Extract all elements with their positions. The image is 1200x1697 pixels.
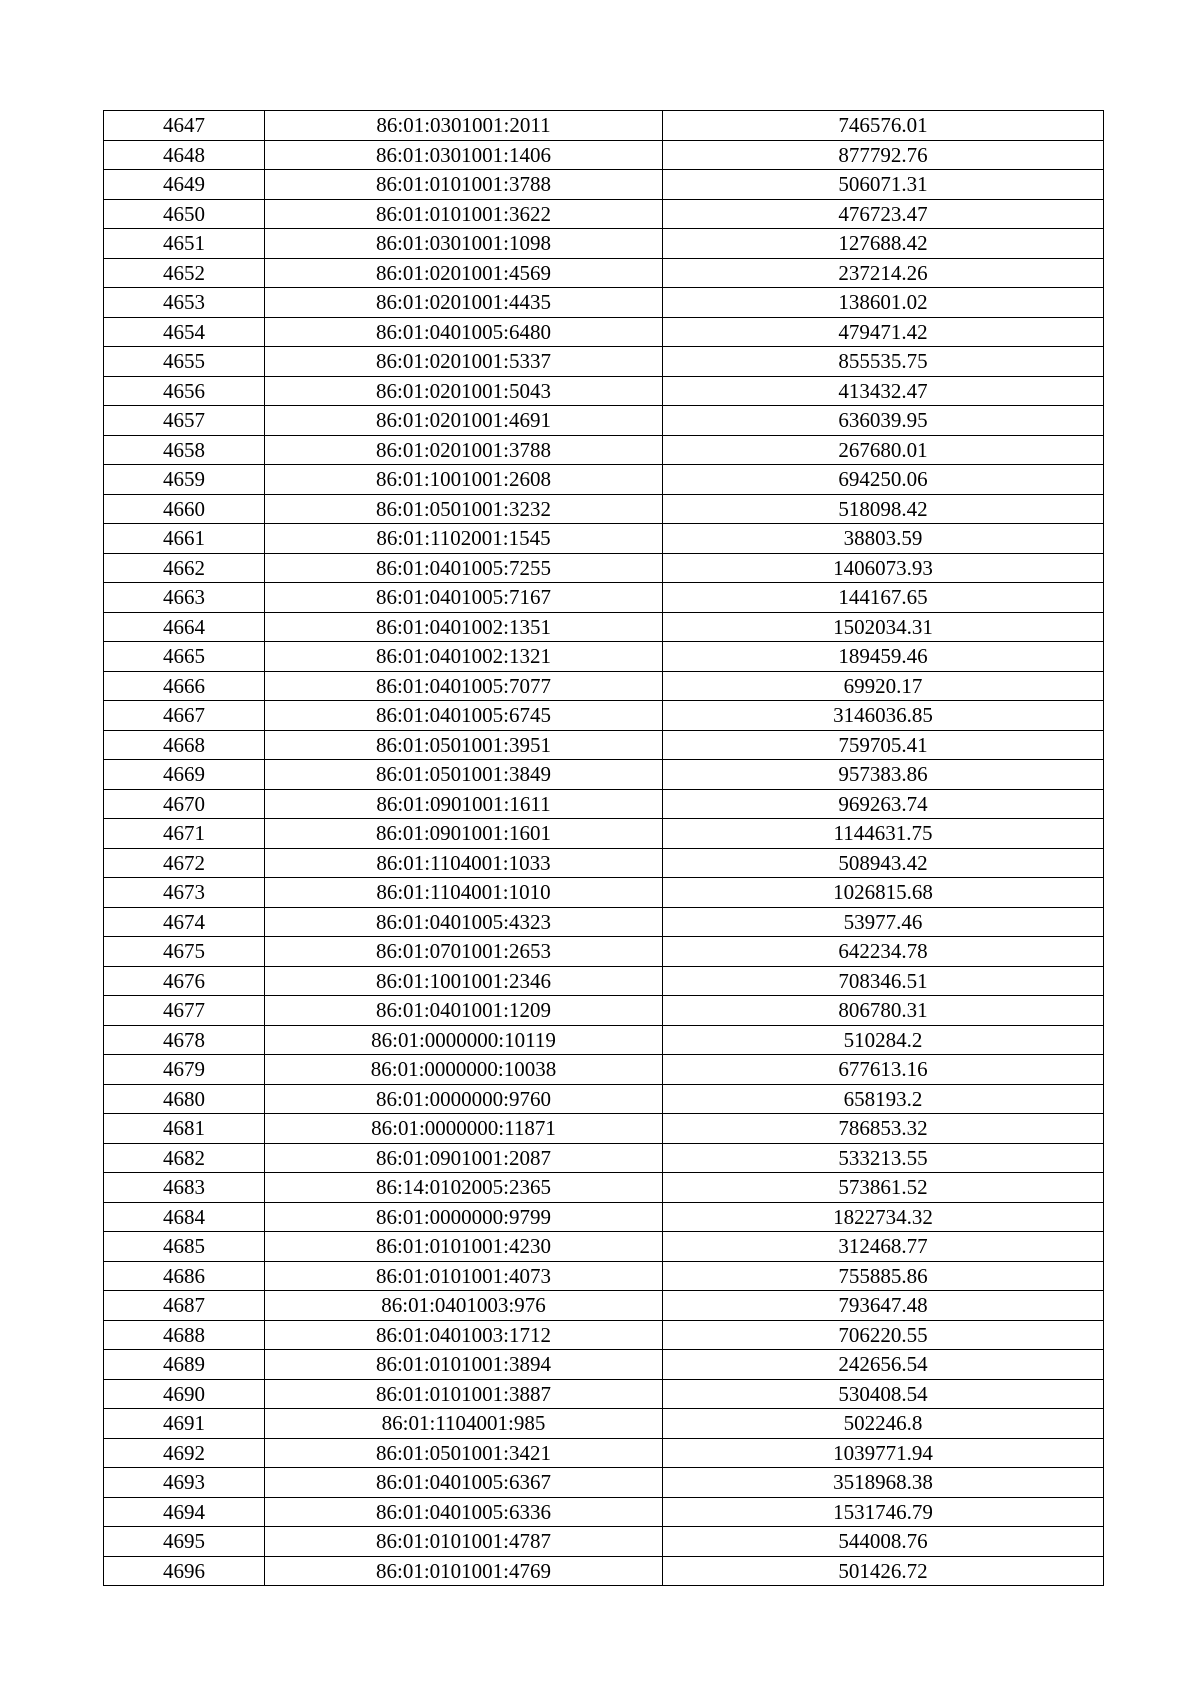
cadastral-value-cell: 694250.06 xyxy=(663,465,1104,495)
cadastral-number-cell: 86:01:0101001:4073 xyxy=(265,1261,663,1291)
cadastral-number-cell: 86:01:0301001:1406 xyxy=(265,140,663,170)
row-number-cell: 4677 xyxy=(104,996,265,1026)
row-number-cell: 4662 xyxy=(104,553,265,583)
row-number-cell: 4665 xyxy=(104,642,265,672)
row-number-cell: 4659 xyxy=(104,465,265,495)
cadastral-number-cell: 86:01:0501001:3951 xyxy=(265,730,663,760)
row-number-cell: 4684 xyxy=(104,1202,265,1232)
table-row xyxy=(104,199,1104,229)
cadastral-value-cell: 877792.76 xyxy=(663,140,1104,170)
table-row xyxy=(104,435,1104,465)
cadastral-value-cell: 144167.65 xyxy=(663,583,1104,613)
cadastral-value-cell: 237214.26 xyxy=(663,258,1104,288)
cadastral-number-cell: 86:01:1104001:985 xyxy=(265,1409,663,1439)
cadastral-number-cell: 86:01:0101001:4769 xyxy=(265,1556,663,1586)
row-number-cell: 4694 xyxy=(104,1497,265,1527)
cadastral-value-cell: 855535.75 xyxy=(663,347,1104,377)
cadastral-number-cell: 86:01:0501001:3849 xyxy=(265,760,663,790)
cadastral-value-cell: 3518968.38 xyxy=(663,1468,1104,1498)
table-row xyxy=(104,140,1104,170)
cadastral-value-cell: 708346.51 xyxy=(663,966,1104,996)
row-number-cell: 4647 xyxy=(104,111,265,141)
cadastral-number-cell: 86:01:0401005:7255 xyxy=(265,553,663,583)
cadastral-number-cell: 86:01:0000000:9799 xyxy=(265,1202,663,1232)
row-number-cell: 4667 xyxy=(104,701,265,731)
table-row xyxy=(104,937,1104,967)
row-number-cell: 4649 xyxy=(104,170,265,200)
table-row xyxy=(104,760,1104,790)
table-row xyxy=(104,347,1104,377)
cadastral-number-cell: 86:01:0000000:10119 xyxy=(265,1025,663,1055)
row-number-cell: 4682 xyxy=(104,1143,265,1173)
table-row xyxy=(104,701,1104,731)
cadastral-value-cell: 510284.2 xyxy=(663,1025,1104,1055)
cadastral-number-cell: 86:01:0401003:1712 xyxy=(265,1320,663,1350)
cadastral-number-cell: 86:01:0101001:4230 xyxy=(265,1232,663,1262)
cadastral-number-cell: 86:01:0301001:2011 xyxy=(265,111,663,141)
row-number-cell: 4674 xyxy=(104,907,265,937)
row-number-cell: 4671 xyxy=(104,819,265,849)
cadastral-number-cell: 86:01:0101001:3788 xyxy=(265,170,663,200)
row-number-cell: 4666 xyxy=(104,671,265,701)
cadastral-value-cell: 242656.54 xyxy=(663,1350,1104,1380)
cadastral-number-cell: 86:01:0201001:4691 xyxy=(265,406,663,436)
row-number-cell: 4652 xyxy=(104,258,265,288)
table-row xyxy=(104,1291,1104,1321)
table-row xyxy=(104,1084,1104,1114)
row-number-cell: 4668 xyxy=(104,730,265,760)
cadastral-number-cell: 86:01:0201001:5043 xyxy=(265,376,663,406)
cadastral-value-cell: 69920.17 xyxy=(663,671,1104,701)
row-number-cell: 4681 xyxy=(104,1114,265,1144)
table-row xyxy=(104,465,1104,495)
cadastral-value-cell: 508943.42 xyxy=(663,848,1104,878)
table-row xyxy=(104,1556,1104,1586)
cadastral-value-cell: 53977.46 xyxy=(663,907,1104,937)
row-number-cell: 4696 xyxy=(104,1556,265,1586)
cadastral-value-cell: 759705.41 xyxy=(663,730,1104,760)
row-number-cell: 4673 xyxy=(104,878,265,908)
table-row xyxy=(104,229,1104,259)
row-number-cell: 4651 xyxy=(104,229,265,259)
table-row xyxy=(104,1114,1104,1144)
table-row xyxy=(104,642,1104,672)
table-row xyxy=(104,612,1104,642)
cadastral-value-cell: 502246.8 xyxy=(663,1409,1104,1439)
cadastral-value-cell: 969263.74 xyxy=(663,789,1104,819)
cadastral-number-cell: 86:01:0401005:7167 xyxy=(265,583,663,613)
cadastral-value-cell: 518098.42 xyxy=(663,494,1104,524)
table-row xyxy=(104,1379,1104,1409)
cadastral-number-cell: 86:01:0401005:6745 xyxy=(265,701,663,731)
row-number-cell: 4689 xyxy=(104,1350,265,1380)
cadastral-number-cell: 86:01:0301001:1098 xyxy=(265,229,663,259)
cadastral-value-cell: 189459.46 xyxy=(663,642,1104,672)
table-row xyxy=(104,1497,1104,1527)
cadastral-value-cell: 1144631.75 xyxy=(663,819,1104,849)
cadastral-number-cell: 86:01:0101001:3887 xyxy=(265,1379,663,1409)
cadastral-value-cell: 706220.55 xyxy=(663,1320,1104,1350)
table-row xyxy=(104,1143,1104,1173)
table-row xyxy=(104,671,1104,701)
row-number-cell: 4656 xyxy=(104,376,265,406)
cadastral-value-cell: 544008.76 xyxy=(663,1527,1104,1557)
row-number-cell: 4653 xyxy=(104,288,265,318)
cadastral-number-cell: 86:01:0000000:10038 xyxy=(265,1055,663,1085)
cadastral-value-cell: 746576.01 xyxy=(663,111,1104,141)
table-row xyxy=(104,258,1104,288)
row-number-cell: 4692 xyxy=(104,1438,265,1468)
cadastral-value-cell: 677613.16 xyxy=(663,1055,1104,1085)
cadastral-value-cell: 127688.42 xyxy=(663,229,1104,259)
table-row xyxy=(104,966,1104,996)
row-number-cell: 4655 xyxy=(104,347,265,377)
cadastral-number-cell: 86:01:1001001:2608 xyxy=(265,465,663,495)
table-row xyxy=(104,1025,1104,1055)
table-row xyxy=(104,1350,1104,1380)
cadastral-number-cell: 86:01:0401005:6367 xyxy=(265,1468,663,1498)
cadastral-number-cell: 86:01:0501001:3421 xyxy=(265,1438,663,1468)
cadastral-number-cell: 86:01:0401001:1209 xyxy=(265,996,663,1026)
cadastral-number-cell: 86:01:0201001:4569 xyxy=(265,258,663,288)
cadastral-number-cell: 86:01:0101001:4787 xyxy=(265,1527,663,1557)
cadastral-value-cell: 530408.54 xyxy=(663,1379,1104,1409)
cadastral-value-cell: 1502034.31 xyxy=(663,612,1104,642)
row-number-cell: 4672 xyxy=(104,848,265,878)
cadastral-value-cell: 479471.42 xyxy=(663,317,1104,347)
cadastral-number-cell: 86:01:0901001:1601 xyxy=(265,819,663,849)
table-row xyxy=(104,111,1104,141)
table-row xyxy=(104,1320,1104,1350)
row-number-cell: 4675 xyxy=(104,937,265,967)
cadastral-value-cell: 636039.95 xyxy=(663,406,1104,436)
table-row xyxy=(104,1527,1104,1557)
table-row xyxy=(104,553,1104,583)
cadastral-number-cell: 86:01:1104001:1033 xyxy=(265,848,663,878)
row-number-cell: 4686 xyxy=(104,1261,265,1291)
cadastral-number-cell: 86:01:0101001:3622 xyxy=(265,199,663,229)
row-number-cell: 4683 xyxy=(104,1173,265,1203)
cadastral-number-cell: 86:01:0201001:3788 xyxy=(265,435,663,465)
table-row xyxy=(104,317,1104,347)
row-number-cell: 4650 xyxy=(104,199,265,229)
cadastral-number-cell: 86:01:0000000:11871 xyxy=(265,1114,663,1144)
table-body xyxy=(104,111,1104,1586)
row-number-cell: 4693 xyxy=(104,1468,265,1498)
table-row xyxy=(104,1261,1104,1291)
row-number-cell: 4663 xyxy=(104,583,265,613)
table-row xyxy=(104,1232,1104,1262)
table-row xyxy=(104,376,1104,406)
row-number-cell: 4688 xyxy=(104,1320,265,1350)
row-number-cell: 4658 xyxy=(104,435,265,465)
cadastral-value-cell: 267680.01 xyxy=(663,435,1104,465)
cadastral-value-cell: 38803.59 xyxy=(663,524,1104,554)
row-number-cell: 4660 xyxy=(104,494,265,524)
cadastral-number-cell: 86:01:1001001:2346 xyxy=(265,966,663,996)
cadastral-value-cell: 658193.2 xyxy=(663,1084,1104,1114)
table-row xyxy=(104,848,1104,878)
table-row xyxy=(104,494,1104,524)
row-number-cell: 4685 xyxy=(104,1232,265,1262)
table-row xyxy=(104,730,1104,760)
table-row xyxy=(104,1468,1104,1498)
row-number-cell: 4695 xyxy=(104,1527,265,1557)
table-row xyxy=(104,1055,1104,1085)
cadastral-value-cell: 642234.78 xyxy=(663,937,1104,967)
table-row xyxy=(104,878,1104,908)
table-row xyxy=(104,907,1104,937)
cadastral-value-cell: 506071.31 xyxy=(663,170,1104,200)
cadastral-value-cell: 1039771.94 xyxy=(663,1438,1104,1468)
cadastral-number-cell: 86:01:1104001:1010 xyxy=(265,878,663,908)
cadastral-number-cell: 86:01:0401005:7077 xyxy=(265,671,663,701)
cadastral-number-cell: 86:01:1102001:1545 xyxy=(265,524,663,554)
row-number-cell: 4654 xyxy=(104,317,265,347)
row-number-cell: 4664 xyxy=(104,612,265,642)
row-number-cell: 4661 xyxy=(104,524,265,554)
cadastral-number-cell: 86:14:0102005:2365 xyxy=(265,1173,663,1203)
cadastral-value-cell: 413432.47 xyxy=(663,376,1104,406)
row-number-cell: 4670 xyxy=(104,789,265,819)
cadastral-number-cell: 86:01:0901001:2087 xyxy=(265,1143,663,1173)
cadastral-value-cell: 312468.77 xyxy=(663,1232,1104,1262)
cadastral-value-cell: 501426.72 xyxy=(663,1556,1104,1586)
cadastral-number-cell: 86:01:0501001:3232 xyxy=(265,494,663,524)
cadastral-number-cell: 86:01:0701001:2653 xyxy=(265,937,663,967)
row-number-cell: 4648 xyxy=(104,140,265,170)
cadastral-number-cell: 86:01:0101001:3894 xyxy=(265,1350,663,1380)
table-row xyxy=(104,288,1104,318)
table-row xyxy=(104,789,1104,819)
row-number-cell: 4657 xyxy=(104,406,265,436)
table-row xyxy=(104,996,1104,1026)
cadastral-value-cell: 573861.52 xyxy=(663,1173,1104,1203)
row-number-cell: 4680 xyxy=(104,1084,265,1114)
cadastral-number-cell: 86:01:0401003:976 xyxy=(265,1291,663,1321)
cadastral-value-cell: 1531746.79 xyxy=(663,1497,1104,1527)
cadastral-number-cell: 86:01:0901001:1611 xyxy=(265,789,663,819)
row-number-cell: 4678 xyxy=(104,1025,265,1055)
row-number-cell: 4687 xyxy=(104,1291,265,1321)
table-row xyxy=(104,170,1104,200)
cadastral-value-cell: 957383.86 xyxy=(663,760,1104,790)
cadastral-value-cell: 793647.48 xyxy=(663,1291,1104,1321)
table-row xyxy=(104,1202,1104,1232)
cadastral-value-cell: 476723.47 xyxy=(663,199,1104,229)
row-number-cell: 4669 xyxy=(104,760,265,790)
cadastral-number-cell: 86:01:0401005:6336 xyxy=(265,1497,663,1527)
table-row xyxy=(104,1438,1104,1468)
cadastral-number-cell: 86:01:0201001:5337 xyxy=(265,347,663,377)
table-row xyxy=(104,406,1104,436)
cadastral-number-cell: 86:01:0401005:6480 xyxy=(265,317,663,347)
row-number-cell: 4691 xyxy=(104,1409,265,1439)
cadastral-number-cell: 86:01:0401005:4323 xyxy=(265,907,663,937)
cadastral-value-cell: 1406073.93 xyxy=(663,553,1104,583)
cadastral-value-cell: 3146036.85 xyxy=(663,701,1104,731)
cadastral-number-cell: 86:01:0401002:1321 xyxy=(265,642,663,672)
cadastral-value-cell: 1822734.32 xyxy=(663,1202,1104,1232)
table-row xyxy=(104,819,1104,849)
table-row xyxy=(104,1173,1104,1203)
cadastral-value-cell: 786853.32 xyxy=(663,1114,1104,1144)
cadastral-value-cell: 1026815.68 xyxy=(663,878,1104,908)
row-number-cell: 4690 xyxy=(104,1379,265,1409)
table-row xyxy=(104,583,1104,613)
cadastral-value-cell: 806780.31 xyxy=(663,996,1104,1026)
row-number-cell: 4679 xyxy=(104,1055,265,1085)
cadastral-value-cell: 533213.55 xyxy=(663,1143,1104,1173)
cadastral-number-cell: 86:01:0201001:4435 xyxy=(265,288,663,318)
cadastral-value-cell: 138601.02 xyxy=(663,288,1104,318)
cadastral-number-cell: 86:01:0000000:9760 xyxy=(265,1084,663,1114)
cadastral-value-table xyxy=(103,110,1104,1586)
table-row xyxy=(104,1409,1104,1439)
row-number-cell: 4676 xyxy=(104,966,265,996)
cadastral-value-cell: 755885.86 xyxy=(663,1261,1104,1291)
table-row xyxy=(104,524,1104,554)
cadastral-number-cell: 86:01:0401002:1351 xyxy=(265,612,663,642)
